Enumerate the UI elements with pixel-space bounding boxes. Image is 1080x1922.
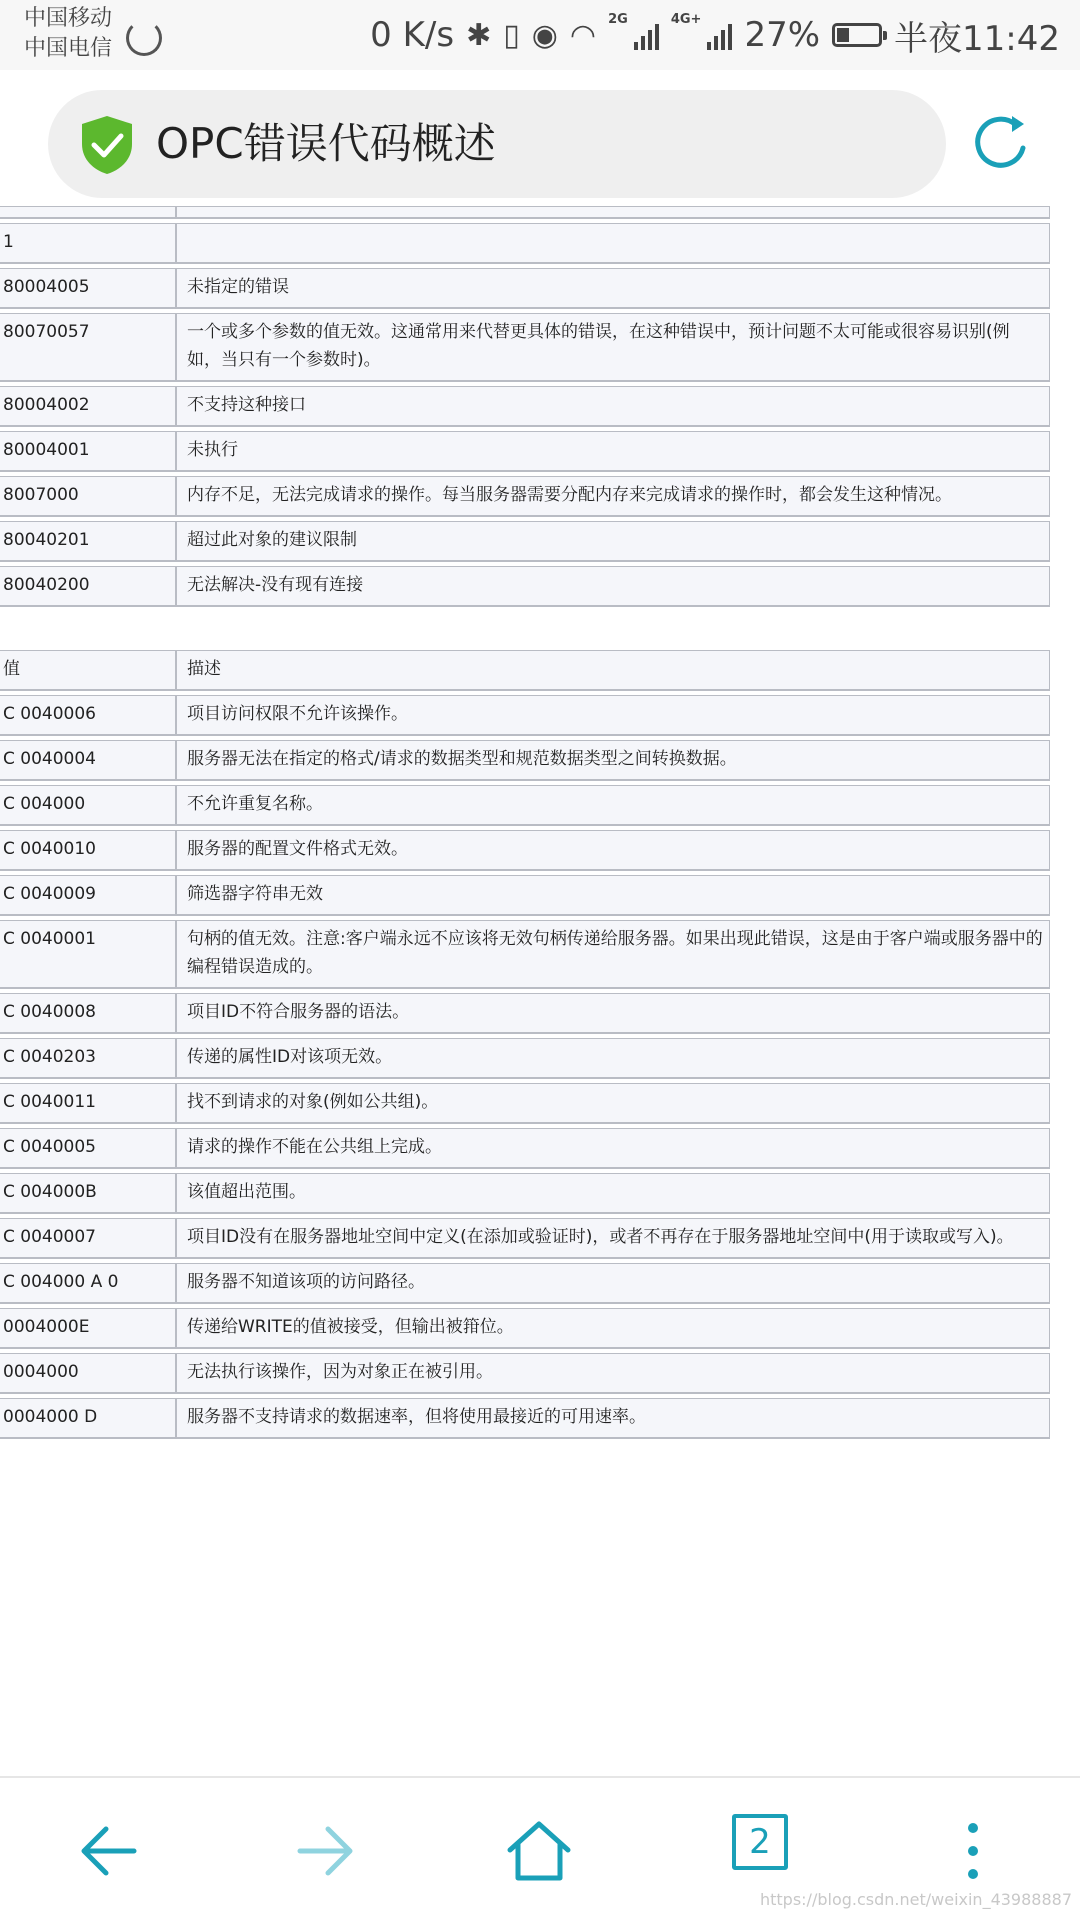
error-description-cell: 传递的属性ID对该项无效。 xyxy=(176,1038,1050,1079)
forward-arrow-icon[interactable] xyxy=(290,1816,360,1886)
error-code-cell: C 0040007 xyxy=(0,1218,176,1259)
eye-icon: ◉ xyxy=(531,17,558,53)
table-row xyxy=(0,1218,1050,1259)
table-row xyxy=(0,1398,1050,1439)
table-row xyxy=(0,1353,1050,1394)
net-speed: 0 K/s xyxy=(370,15,455,55)
battery-icon xyxy=(832,23,882,47)
error-code-cell: 0004000 xyxy=(0,1353,176,1394)
carrier-2: 中国电信 xyxy=(24,36,113,61)
error-description-cell: 请求的操作不能在公共组上完成。 xyxy=(176,1128,1050,1169)
table-row xyxy=(0,386,1050,427)
clock: 半夜11:42 xyxy=(894,18,1060,59)
tabs-count-button[interactable]: 2 xyxy=(732,1814,788,1870)
error-description-cell xyxy=(176,223,1050,264)
table-row xyxy=(0,695,1050,736)
table-row xyxy=(0,521,1050,562)
status-bar xyxy=(0,0,1080,70)
error-code-cell: C 004000 xyxy=(0,785,176,826)
error-description-cell: 句柄的值无效。注意:客户端永远不应该将无效句柄传递给服务器。如果出现此错误，这是由于客户端或服务器中的编程错误造成的。 xyxy=(176,920,1050,989)
error-code-cell: 80040200 xyxy=(0,566,176,607)
error-description-cell: 无法解决-没有现有连接 xyxy=(176,566,1050,607)
reload-icon[interactable] xyxy=(966,108,1036,178)
error-code-cell: 80004002 xyxy=(0,386,176,427)
error-code-cell: C 004000B xyxy=(0,1173,176,1214)
bottom-nav xyxy=(0,1776,1080,1922)
security-shield-icon xyxy=(78,114,136,176)
error-description-cell: 不允许重复名称。 xyxy=(176,785,1050,826)
vibrate-icon: ▯ xyxy=(503,17,520,53)
error-description-cell: 超过此对象的建议限制 xyxy=(176,521,1050,562)
error-description-cell: 筛选器字符串无效 xyxy=(176,875,1050,916)
table-row xyxy=(0,1308,1050,1349)
error-description-cell: 内存不足，无法完成请求的操作。每当服务器需要分配内存来完成请求的操作时，都会发生这种情况。 xyxy=(176,476,1050,517)
error-description-cell xyxy=(176,206,1050,219)
error-code-cell: 80070057 xyxy=(0,313,176,382)
back-arrow-icon[interactable] xyxy=(74,1816,144,1886)
header-value: 值 xyxy=(0,650,176,691)
wifi-icon: ◠ xyxy=(569,17,597,53)
net-4g-label: 4G+ xyxy=(670,12,702,27)
table-row xyxy=(0,920,1050,989)
home-icon[interactable] xyxy=(504,1816,574,1886)
address-bar[interactable] xyxy=(48,90,946,198)
loading-icon xyxy=(126,20,162,56)
net-2g-label: 2G xyxy=(608,12,628,27)
error-description-cell: 项目访问权限不允许该操作。 xyxy=(176,695,1050,736)
table-row xyxy=(0,566,1050,607)
error-description-cell: 无法执行该操作，因为对象正在被引用。 xyxy=(176,1353,1050,1394)
more-menu-icon[interactable] xyxy=(938,1816,1008,1886)
table-header-row xyxy=(0,650,1050,691)
error-code-cell: 0004000E xyxy=(0,1308,176,1349)
browser-toolbar xyxy=(0,70,1080,212)
error-code-cell: C 0040001 xyxy=(0,920,176,989)
header-description: 描述 xyxy=(176,650,1050,691)
error-table-1 xyxy=(0,202,1050,611)
error-description-cell: 项目ID不符合服务器的语法。 xyxy=(176,993,1050,1034)
error-code-cell: C 004000 A 0 xyxy=(0,1263,176,1304)
status-icons xyxy=(370,12,1060,58)
table-row xyxy=(0,431,1050,472)
error-description-cell: 项目ID没有在服务器地址空间中定义(在添加或验证时)，或者不再存在于服务器地址空间中(用于读取或写入)。 xyxy=(176,1218,1050,1259)
signal-2g-icon xyxy=(634,20,659,50)
error-code-cell: C 0040006 xyxy=(0,695,176,736)
error-description-cell: 该值超出范围。 xyxy=(176,1173,1050,1214)
error-code-cell: C 0040011 xyxy=(0,1083,176,1124)
table-row xyxy=(0,993,1050,1034)
page-title: OPC错误代码概述 xyxy=(156,119,496,168)
table-row xyxy=(0,1083,1050,1124)
error-code-cell: C 0040203 xyxy=(0,1038,176,1079)
table-row xyxy=(0,830,1050,871)
error-code-cell: C 0040010 xyxy=(0,830,176,871)
signal-4g-icon xyxy=(707,20,732,50)
table-row xyxy=(0,206,1050,219)
error-description-cell: 找不到请求的对象(例如公共组)。 xyxy=(176,1083,1050,1124)
error-description-cell: 服务器不支持请求的数据速率，但将使用最接近的可用速率。 xyxy=(176,1398,1050,1439)
error-code-cell: C 0040008 xyxy=(0,993,176,1034)
error-code-cell xyxy=(0,206,176,219)
carrier-labels xyxy=(24,4,112,64)
watermark: https://blog.csdn.net/weixin_43988887 xyxy=(759,1890,1072,1909)
bluetooth-icon: ✱ xyxy=(466,17,492,53)
error-description-cell: 一个或多个参数的值无效。这通常用来代替更具体的错误，在这种错误中，预计问题不太可能或很容易识别(例如，当只有一个参数时)。 xyxy=(176,313,1050,382)
battery-percent: 27% xyxy=(744,15,821,55)
error-description-cell: 未指定的错误 xyxy=(176,268,1050,309)
error-code-cell: 8007000 xyxy=(0,476,176,517)
error-code-cell: 0004000 D xyxy=(0,1398,176,1439)
carrier-1: 中国移动 xyxy=(24,6,113,31)
error-code-cell: 80040201 xyxy=(0,521,176,562)
table-row xyxy=(0,740,1050,781)
error-code-cell: C 0040004 xyxy=(0,740,176,781)
table-row xyxy=(0,268,1050,309)
table-row xyxy=(0,1173,1050,1214)
error-description-cell: 传递给WRITE的值被接受，但输出被箝位。 xyxy=(176,1308,1050,1349)
table-row xyxy=(0,313,1050,382)
error-description-cell: 未执行 xyxy=(176,431,1050,472)
table-row xyxy=(0,1263,1050,1304)
error-code-cell: 80004001 xyxy=(0,431,176,472)
error-description-cell: 服务器无法在指定的格式/请求的数据类型和规范数据类型之间转换数据。 xyxy=(176,740,1050,781)
error-table-2 xyxy=(0,646,1050,1443)
error-code-cell: 80004005 xyxy=(0,268,176,309)
table-row xyxy=(0,223,1050,264)
error-code-cell: 1 xyxy=(0,223,176,264)
table-row xyxy=(0,875,1050,916)
error-description-cell: 服务器不知道该项的访问路径。 xyxy=(176,1263,1050,1304)
error-description-cell: 服务器的配置文件格式无效。 xyxy=(176,830,1050,871)
table-row xyxy=(0,1038,1050,1079)
error-description-cell: 不支持这种接口 xyxy=(176,386,1050,427)
table-row xyxy=(0,785,1050,826)
error-code-cell: C 0040005 xyxy=(0,1128,176,1169)
table-row xyxy=(0,476,1050,517)
table-row xyxy=(0,1128,1050,1169)
error-code-cell: C 0040009 xyxy=(0,875,176,916)
